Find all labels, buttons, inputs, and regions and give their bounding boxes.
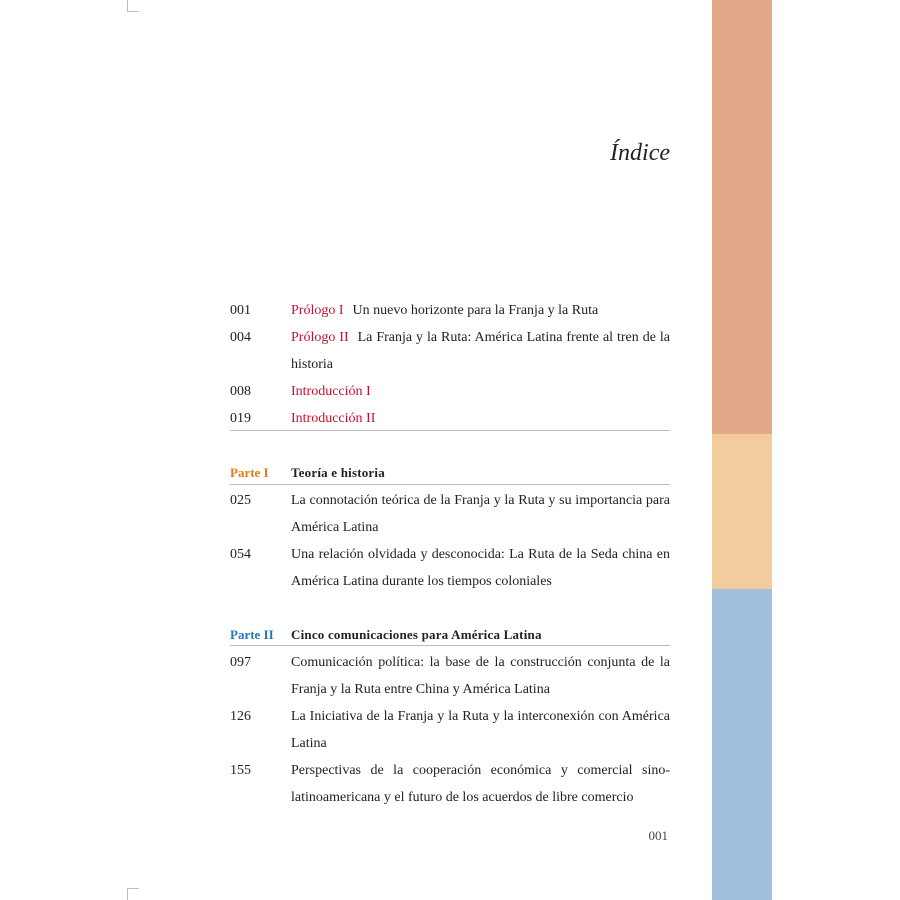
page-title: Índice xyxy=(610,140,670,166)
toc-entry[interactable] xyxy=(230,378,670,405)
toc-entry-label: Introducción II xyxy=(291,411,376,426)
toc-entry-label: Introducción I xyxy=(291,384,371,399)
color-stripe-salmon xyxy=(712,0,772,434)
toc-entry[interactable] xyxy=(230,649,670,703)
toc-page-number: 126 xyxy=(230,709,251,724)
toc-entry[interactable] xyxy=(230,324,670,378)
part-heading xyxy=(230,463,670,483)
toc-entry-label: Prólogo I xyxy=(291,303,344,318)
toc-entry[interactable] xyxy=(230,405,670,432)
toc-page-number: 025 xyxy=(230,493,251,508)
crop-mark-top-left-h xyxy=(127,11,139,12)
part-title: Teoría e historia xyxy=(291,465,385,480)
toc-entry-text: Comunicación política: la base de la construcción conjunta de la Franja y la Ruta entre China y América Latina xyxy=(291,655,670,697)
toc-entry-text: Un nuevo horizonte para la Franja y la Ruta xyxy=(352,303,599,318)
toc-entry-text: Perspectivas de la cooperación económica y comercial sino-latinoamericana y el futuro de los acuerdos de libre comercio xyxy=(291,763,670,805)
toc-entry[interactable] xyxy=(230,703,670,757)
toc-entry-text: La Iniciativa de la Franja y la Ruta y la interconexión con América Latina xyxy=(291,709,670,751)
part-heading xyxy=(230,625,670,645)
toc-entry-label: Prólogo II xyxy=(291,330,349,345)
color-stripe-blue xyxy=(712,589,772,900)
toc-page-number: 004 xyxy=(230,330,251,345)
crop-mark-bottom-left-h xyxy=(127,888,139,889)
part-label: Parte I xyxy=(230,465,269,480)
part-divider xyxy=(230,645,670,646)
section-divider xyxy=(230,430,670,431)
toc-entry[interactable] xyxy=(230,541,670,595)
toc-page-number: 054 xyxy=(230,547,251,562)
toc-page-number: 155 xyxy=(230,763,251,778)
part-title: Cinco comunicaciones para América Latina xyxy=(291,627,542,642)
toc-entry[interactable] xyxy=(230,297,670,324)
toc-page-number: 008 xyxy=(230,384,251,399)
toc-entry-text: La Franja y la Ruta: América Latina frente al tren de la historia xyxy=(291,330,670,372)
color-stripe-peach xyxy=(712,434,772,589)
page-number: 001 xyxy=(648,828,668,843)
toc-page-number: 001 xyxy=(230,303,251,318)
toc-page-number: 019 xyxy=(230,411,251,426)
toc-entry-text: Una relación olvidada y desconocida: La Ruta de la Seda china en América Latina durante los tiempos coloniales xyxy=(291,547,670,589)
toc-entry[interactable] xyxy=(230,757,670,811)
part-label: Parte II xyxy=(230,627,274,642)
toc-page-number: 097 xyxy=(230,655,251,670)
crop-mark-bottom-left xyxy=(127,888,128,900)
toc-entry[interactable] xyxy=(230,487,670,541)
part-divider xyxy=(230,484,670,485)
toc-entry-text: La connotación teórica de la Franja y la Ruta y su importancia para América Latina xyxy=(291,493,670,535)
